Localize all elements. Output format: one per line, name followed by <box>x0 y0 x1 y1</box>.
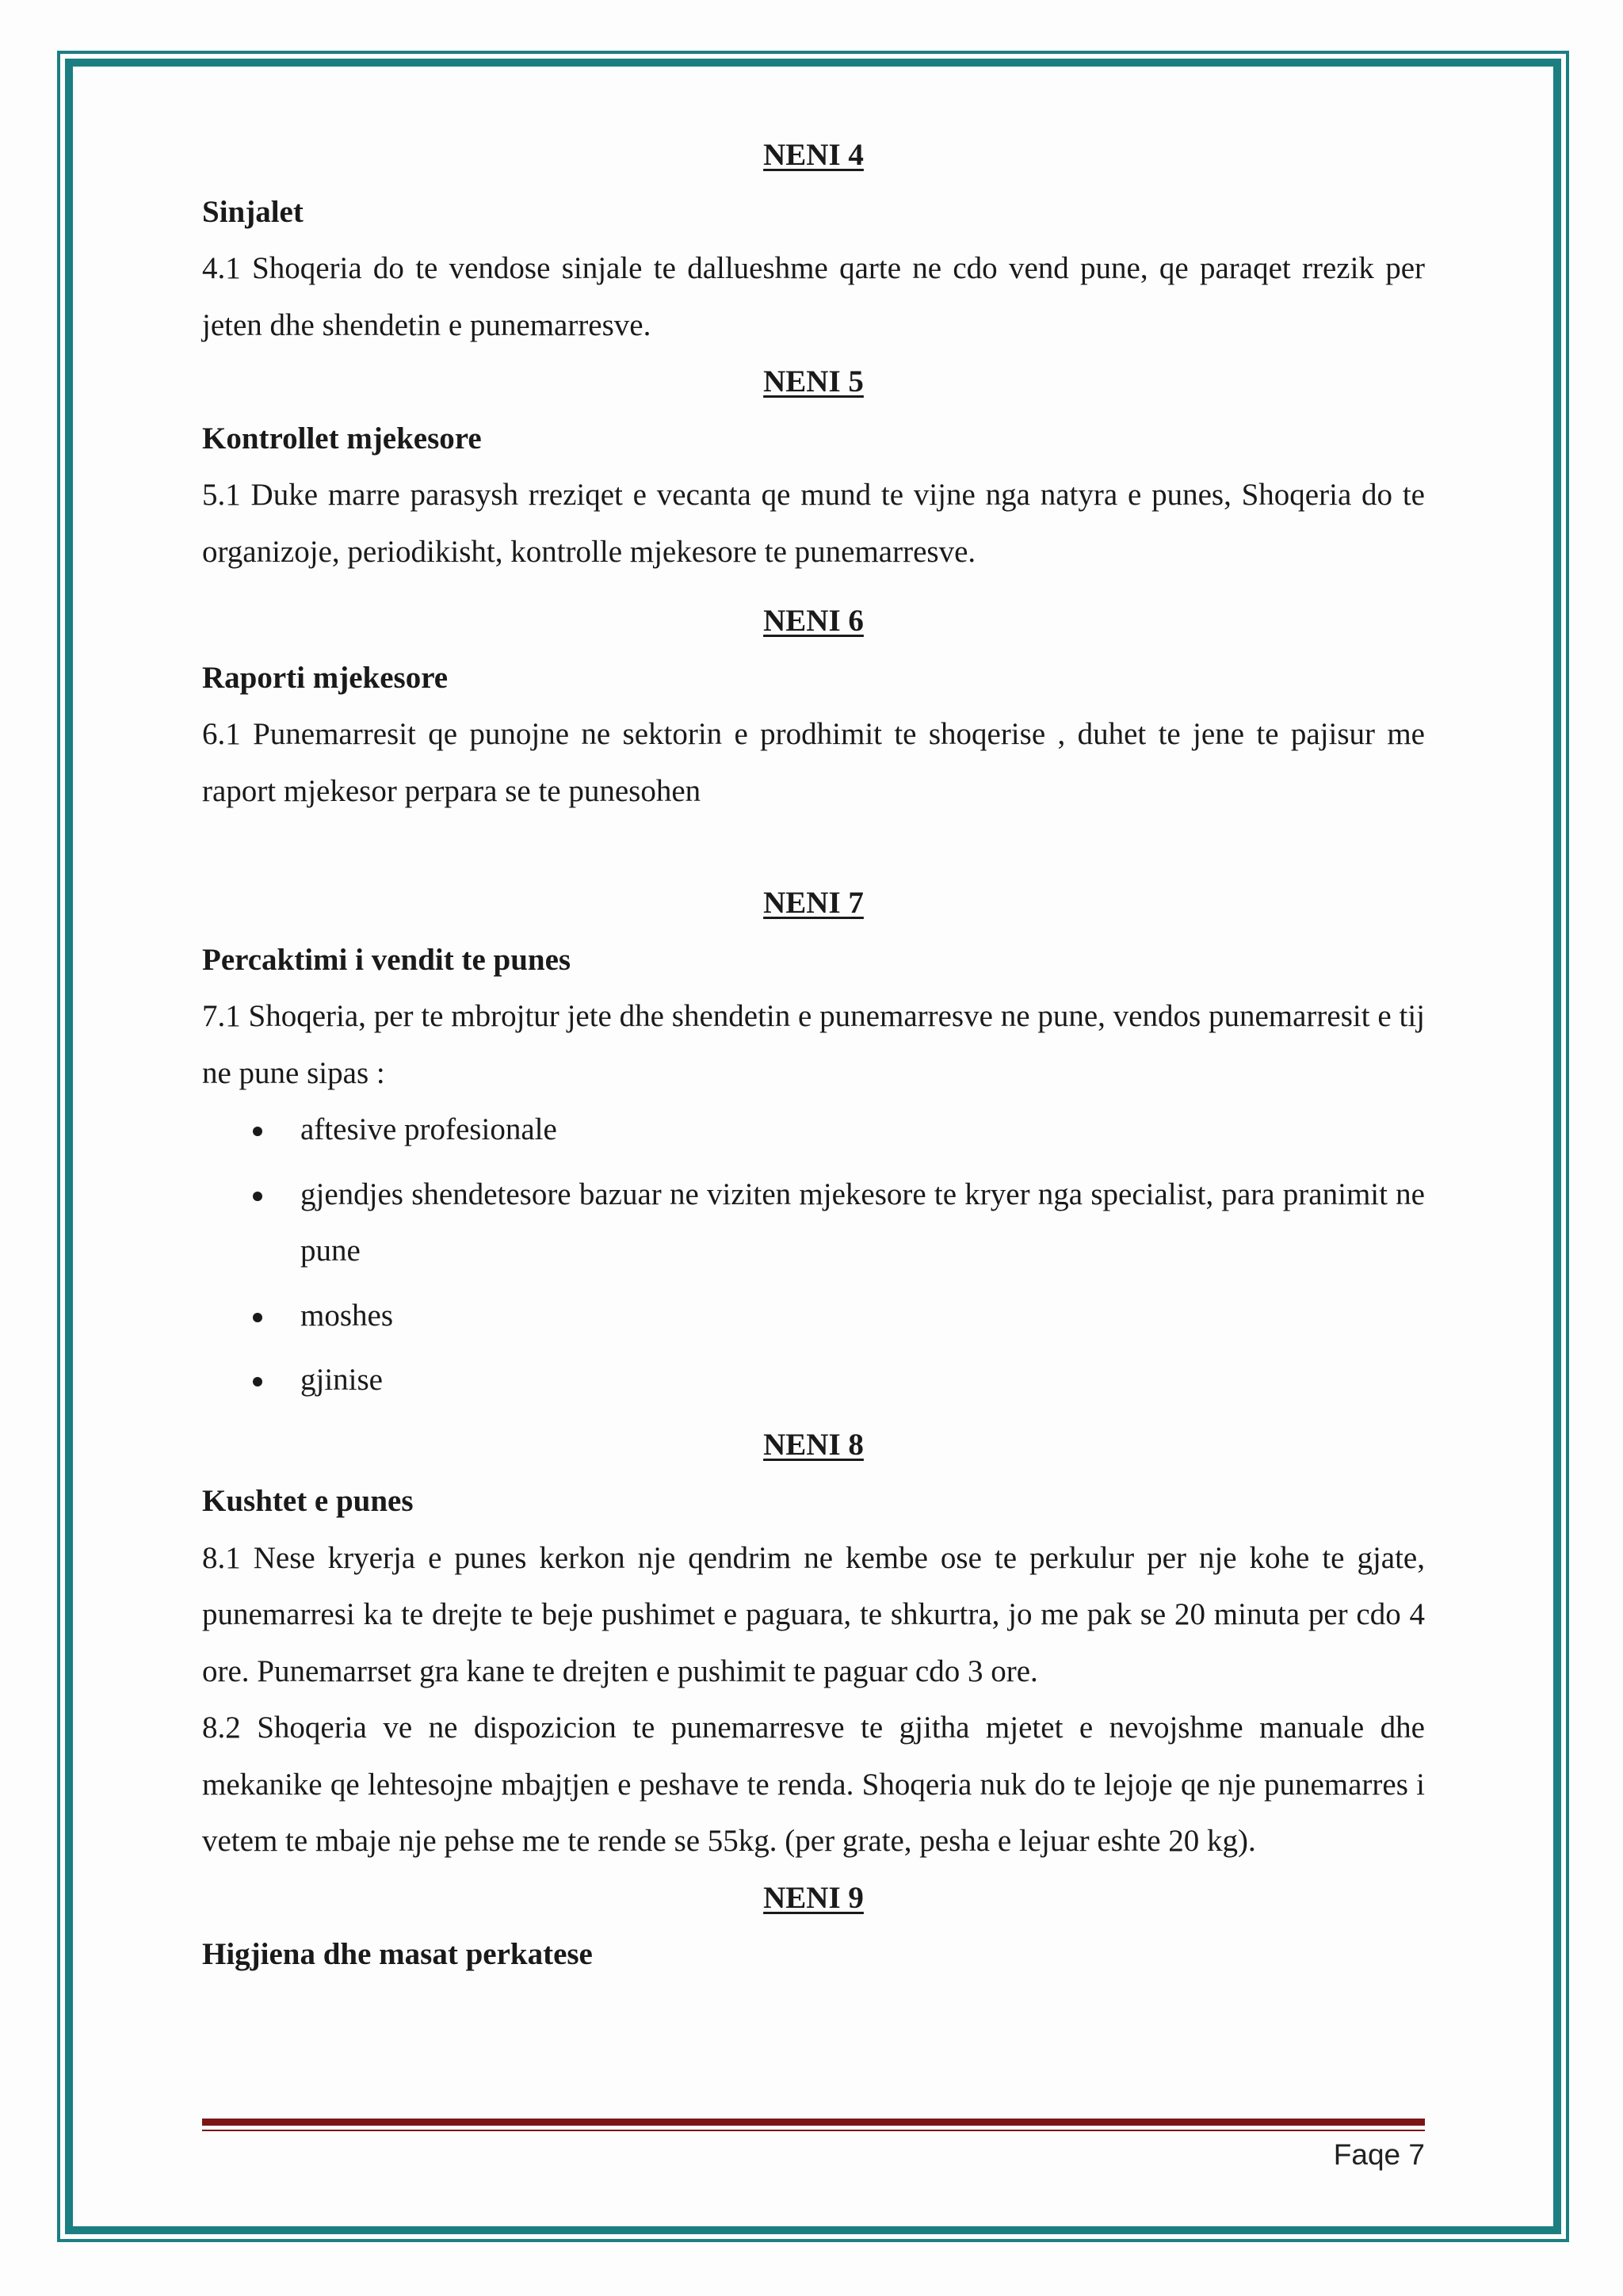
list-item-text: moshes <box>300 1298 393 1333</box>
bullet-icon <box>253 1192 262 1201</box>
footer-rule <box>202 2119 1425 2126</box>
article-title: Sinjalet <box>202 194 304 229</box>
article-title: Kushtet e punes <box>202 1484 414 1518</box>
document-body <box>202 127 1425 1983</box>
list-item <box>202 1101 1425 1158</box>
list-item <box>202 1352 1425 1409</box>
article-paragraph: 8.2 Shoqeria ve ne dispozicion te punemarresve te gjitha mjetet e nevojshme manuale dhe mekanike qe lehtesojne mbajtjen e peshave te renda. Shoqeria nuk do te lejoje qe nje punemarres i vetem te mbaje nje pehse me te rende se 55kg. (per grate, pesha e lejuar eshte 20 kg). <box>202 1711 1425 1858</box>
list-item <box>202 1166 1425 1280</box>
article-paragraph: 7.1 Shoqeria, per te mbrojtur jete dhe shendetin e punemarresve ne pune, vendos punemarresit e tij ne pune sipas : <box>202 999 1425 1090</box>
bullet-icon <box>253 1377 262 1386</box>
article-4 <box>202 127 1425 353</box>
footer-rule-thin <box>202 2130 1425 2131</box>
article-heading: NENI 5 <box>763 364 864 399</box>
article-5 <box>202 353 1425 580</box>
list-item-text: gjinise <box>300 1363 383 1397</box>
article-heading: NENI 8 <box>763 1427 864 1462</box>
article-paragraph: 4.1 Shoqeria do te vendose sinjale te dallueshme qarte ne cdo vend pune, qe paraqet rrezik per jeten dhe shendetin e punemarresve. <box>202 251 1425 342</box>
list-item-text: aftesive profesionale <box>300 1112 557 1146</box>
article-paragraph: 5.1 Duke marre parasysh rreziqet e vecanta qe mund te vijne nga natyra e punes, Shoqeria do te organizoje, periodikisht, kontrolle mjekesore te punemarresve. <box>202 478 1425 569</box>
list-item <box>202 1287 1425 1344</box>
bullet-icon <box>253 1313 262 1322</box>
article-heading: NENI 6 <box>763 604 864 638</box>
bullet-icon <box>253 1127 262 1136</box>
article-9 <box>202 1870 1425 1983</box>
article-title: Raporti mjekesore <box>202 660 449 695</box>
article-title: Percaktimi i vendit te punes <box>202 942 571 977</box>
article-8 <box>202 1417 1425 1870</box>
article-7 <box>202 875 1425 1409</box>
article-heading: NENI 7 <box>763 886 864 920</box>
article-title: Higjiena dhe masat perkatese <box>202 1937 593 1971</box>
article-heading: NENI 9 <box>763 1880 864 1915</box>
bullet-list <box>202 1101 1425 1409</box>
list-item-text: gjendjes shendetesore bazuar ne viziten mjekesore te kryer nga specialist, para pranimit ne pune <box>300 1177 1425 1268</box>
article-paragraph: 6.1 Punemarresit qe punojne ne sektorin e prodhimit te shoqerise , duhet te jene te pajisur me raport mjekesor perpara se te punesohen <box>202 717 1425 808</box>
article-title: Kontrollet mjekesore <box>202 421 482 456</box>
article-paragraph: 8.1 Nese kryerja e punes kerkon nje qendrim ne kembe ose te perkulur per nje kohe te gjate, punemarresi ka te drejte te beje pushimet e paguara, te shkurtra, jo me pak se 20 minuta per cdo 4 ore. Punemarrset gra kane te drejten e pushimit te paguar cdo 3 ore. <box>202 1540 1425 1688</box>
page-number: Faqe 7 <box>1333 2138 1425 2171</box>
article-6 <box>202 593 1425 819</box>
article-heading: NENI 4 <box>763 138 864 172</box>
